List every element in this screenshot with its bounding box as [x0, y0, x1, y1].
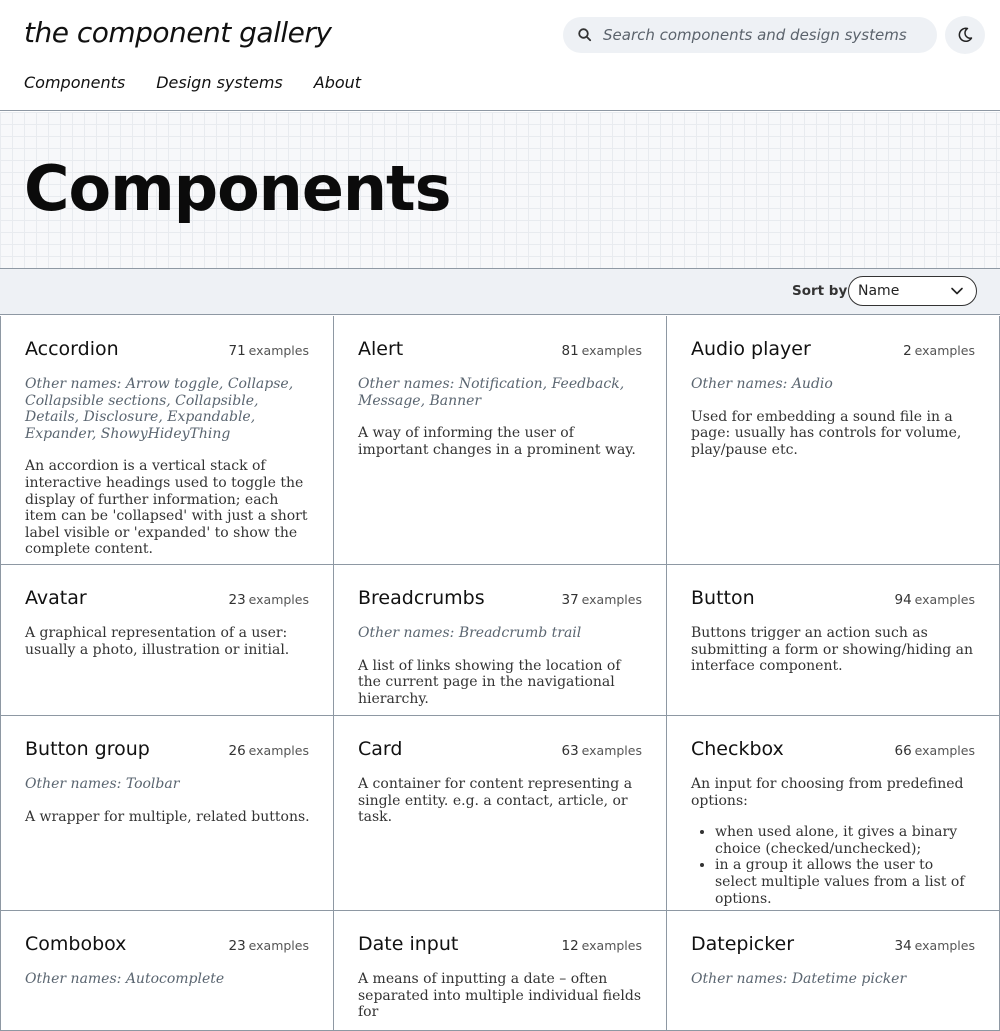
- card-title[interactable]: Breadcrumbs: [358, 587, 485, 609]
- card-count: 34 examples: [894, 938, 975, 954]
- card-title[interactable]: Button group: [25, 738, 150, 760]
- card-description: An input for choosing from predefined options: • when used alone, it gives a binary choice (checked/unchecked); • in a group it allows the user to select multiple values from a list of options.: [691, 776, 977, 907]
- card-alias: Other names: Autocomplete: [25, 971, 225, 987]
- card-count: 2 examples: [903, 343, 975, 359]
- card-alias: Other names: Breadcrumb trail: [358, 625, 582, 641]
- card-title[interactable]: Accordion: [25, 338, 119, 360]
- card-count: 26 examples: [228, 743, 309, 759]
- component-card[interactable]: [334, 911, 667, 1031]
- nav-design-systems[interactable]: Design systems: [156, 73, 283, 92]
- card-count: 71 examples: [228, 343, 309, 359]
- card-description: A graphical representation of a user: usually a photo, illustration or initial.: [25, 625, 290, 658]
- card-description: A means of inputting a date – often separated into multiple individual fields for: [358, 971, 642, 1021]
- site-header: [0, 0, 1000, 111]
- card-title[interactable]: Combobox: [25, 933, 127, 955]
- card-description: A list of links showing the location of the current page in the navigational hierarchy.: [358, 657, 621, 707]
- hero-banner: [0, 112, 1000, 269]
- card-count: 37 examples: [561, 592, 642, 608]
- card-bullet-list: [691, 824, 977, 907]
- component-card[interactable]: [667, 716, 1000, 911]
- card-count: 23 examples: [228, 592, 309, 608]
- card-description: A wrapper for multiple, related buttons.: [25, 808, 310, 825]
- card-count: 81 examples: [561, 343, 642, 359]
- component-card[interactable]: [667, 911, 1000, 1031]
- site-logo[interactable]: the component gallery: [24, 16, 332, 49]
- card-alias: Other names: Toolbar: [25, 776, 180, 792]
- nav-components[interactable]: Components: [24, 73, 126, 92]
- card-count: 94 examples: [894, 592, 975, 608]
- component-card[interactable]: [0, 565, 334, 716]
- card-count: 12 examples: [561, 938, 642, 954]
- component-card[interactable]: [667, 316, 1000, 565]
- card-title[interactable]: Button: [691, 587, 755, 609]
- nav-about[interactable]: About: [313, 73, 362, 92]
- component-card[interactable]: [0, 911, 334, 1031]
- card-description: Buttons trigger an action such as submitting a form or showing/hiding an interface component.: [691, 625, 973, 675]
- sort-selected-value: Name: [858, 283, 900, 299]
- card-title[interactable]: Card: [358, 738, 403, 760]
- component-card[interactable]: [334, 316, 667, 565]
- search-box[interactable]: [563, 17, 937, 53]
- main-nav: [24, 73, 361, 92]
- sort-select[interactable]: [848, 276, 977, 306]
- card-title[interactable]: Date input: [358, 933, 459, 955]
- card-description: An accordion is a vertical stack of interactive headings used to toggle the display of further information; each item can be 'collapsed' with just a short label visible or 'expanded' to show the complete content.: [25, 458, 308, 558]
- card-description: A container for content representing a single entity. e.g. a contact, article, or task.: [358, 776, 633, 826]
- search-input[interactable]: [603, 26, 923, 44]
- sort-label: Sort by: [792, 283, 848, 299]
- card-title[interactable]: Datepicker: [691, 933, 795, 955]
- card-alias: Other names: Audio: [691, 376, 833, 392]
- component-card[interactable]: [667, 565, 1000, 716]
- chevron-down-icon: [950, 285, 964, 297]
- card-count: 63 examples: [561, 743, 642, 759]
- theme-toggle-button[interactable]: [945, 16, 985, 54]
- moon-icon: [956, 26, 974, 44]
- card-alias: Other names: Notification, Feedback, Message, Banner: [358, 376, 625, 409]
- list-item: • when used alone, it gives a binary choice (checked/unchecked);: [715, 824, 977, 857]
- sort-bar: [0, 269, 1000, 315]
- card-alias: Other names: Arrow toggle, Collapse, Collapsible sections, Collapsible, Details, Disclosure, Expandable, Expander, ShowyHideyThing: [25, 376, 294, 442]
- card-title[interactable]: Avatar: [25, 587, 87, 609]
- search-icon: [577, 27, 593, 43]
- card-title[interactable]: Checkbox: [691, 738, 784, 760]
- component-card[interactable]: [0, 316, 334, 565]
- component-card[interactable]: [0, 716, 334, 911]
- component-card[interactable]: [334, 716, 667, 911]
- card-description: A way of informing the user of important changes in a prominent way.: [358, 425, 636, 458]
- component-card[interactable]: [334, 565, 667, 716]
- card-count: 66 examples: [894, 743, 975, 759]
- page-title: Components: [24, 152, 451, 225]
- card-title[interactable]: Alert: [358, 338, 404, 360]
- list-item: • in a group it allows the user to select multiple values from a list of options.: [715, 857, 977, 907]
- card-title[interactable]: Audio player: [691, 338, 811, 360]
- card-alias: Other names: Datetime picker: [691, 971, 907, 987]
- card-description: Used for embedding a sound file in a page: usually has controls for volume, play/pause etc.: [691, 408, 962, 458]
- card-count: 23 examples: [228, 938, 309, 954]
